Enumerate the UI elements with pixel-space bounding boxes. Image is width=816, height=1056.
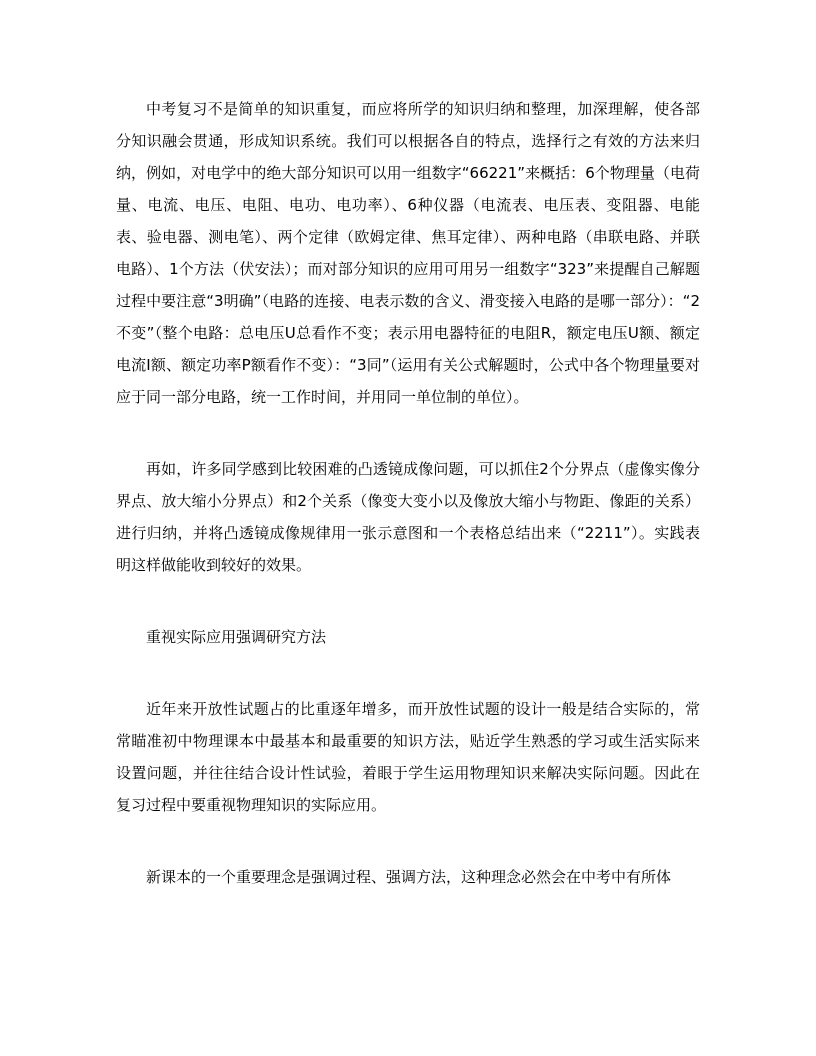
paragraph-new-curriculum: 新课本的一个重要理念是强调过程、强调方法，这种理念必然会在中考中有所体 [146, 868, 672, 886]
section-heading: 重视实际应用强调研究方法 [146, 628, 327, 646]
document-body [116, 93, 700, 893]
paragraph-review-method: 中考复习不是简单的知识重复，而应将所学的知识归纳和整理，加深理解，使各部分知识融会贯通，形成知识系统。我们可以根据各自的特点，选择行之有效的方法来归纳，例如，对电学中的绝大部分知识可以用一组数字“66221”来概括：6个物理量（电荷量、电流、电压、电阻、电功、电功率）、6种仪器（电流表、电压表、变阻器、电能表、验电器、测电笔）、两个定律（欧姆定律、焦耳定律）、两种电路（串联电路、并联电路）、1个方法（伏安法）；而对部分知识的应用可用另一组数字“323”来提醒自己解题过程中要注意“3明确”（电路的连接、电表示数的含义、滑变接入电路的是哪一部分）：“2不变”（整个电路：总电压U总看作不变；表示用电器特征的电阻R，额定电压U额、额定电流I额、额定功率P额看作不变）：“3同”（运用有关公式解题时，公式中各个物理量要对应于同一部分电路，统一工作时间，并用同一单位制的单位）。 [116, 100, 700, 406]
paragraph-open-questions: 近年来开放性试题占的比重逐年增多，而开放性试题的设计一般是结合实际的，常常瞄准初中物理课本中最基本和最重要的知识方法，贴近学生熟悉的学习或生活实际来设置问题，并往往结合设计性试验，着眼于学生运用物理知识来解决实际问题。因此在复习过程中要重视物理知识的实际应用。 [116, 700, 700, 814]
paragraph-convex-lens: 再如，许多同学感到比较困难的凸透镜成像问题，可以抓住2个分界点（虚像实像分界点、放大缩小分界点）和2个关系（像变大变小以及像放大缩小与物距、像距的关系）进行归纳，并将凸透镜成像规律用一张示意图和一个表格总结出来（“2211”）。实践表明这样做能收到较好的效果。 [116, 460, 700, 574]
